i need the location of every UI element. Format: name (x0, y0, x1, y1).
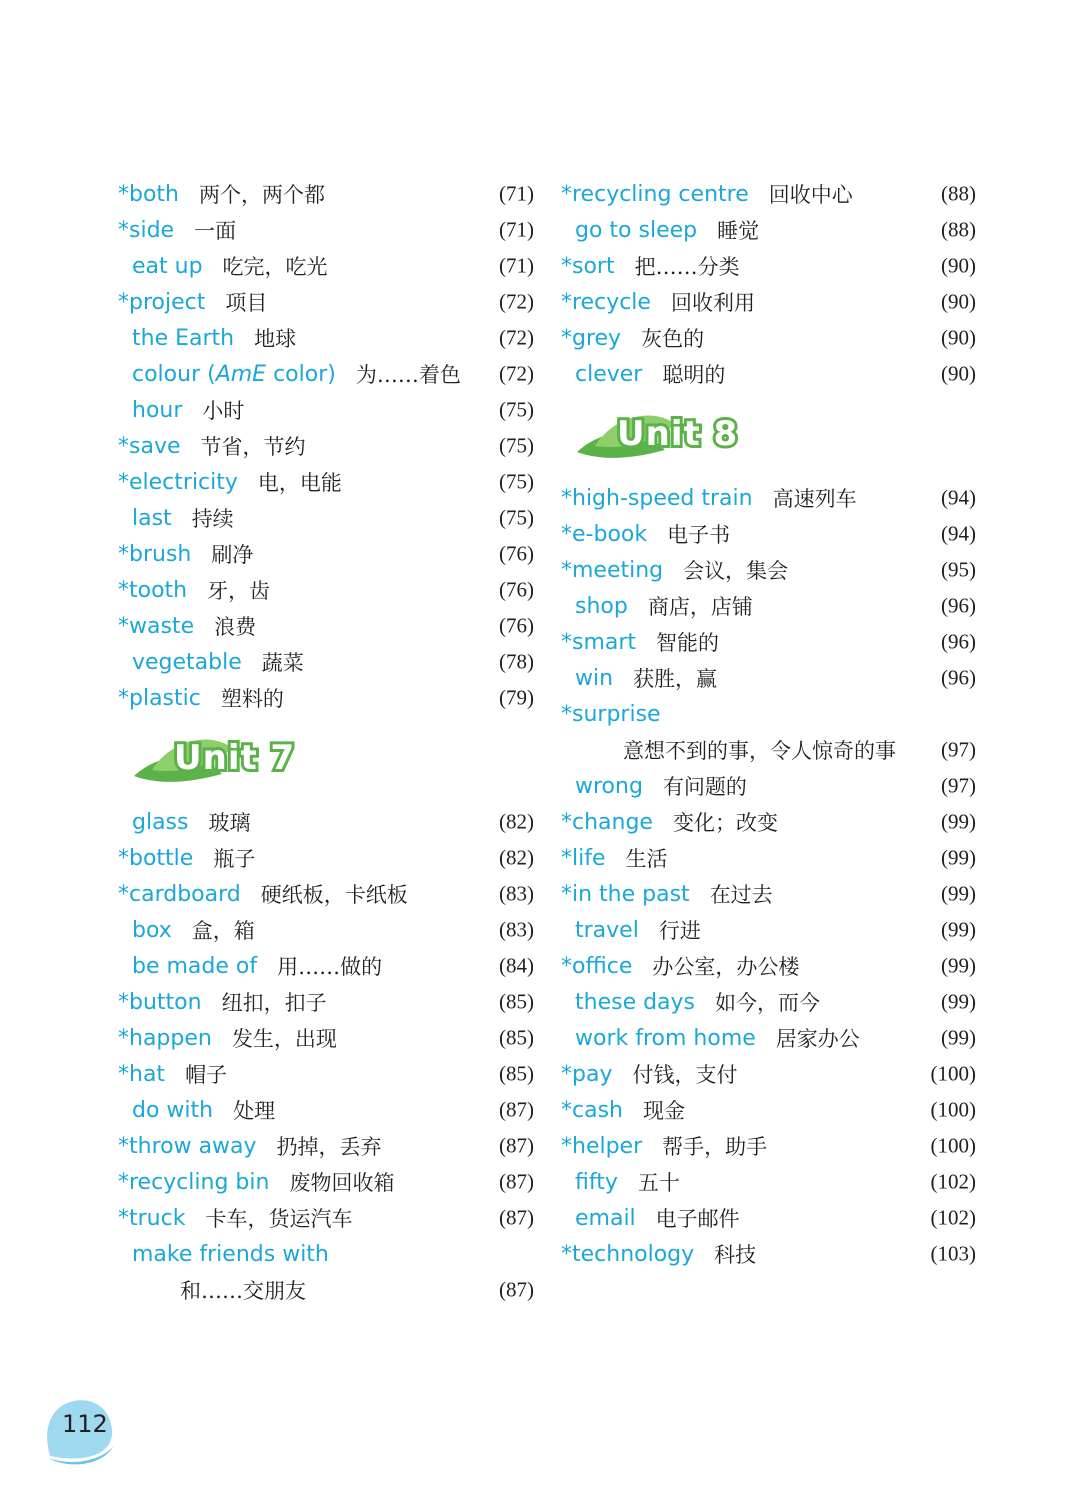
vocab-entry (118, 680, 534, 716)
entry-word: vegetable (132, 649, 242, 675)
vocab-entry (561, 696, 976, 732)
entry-word: *both (118, 181, 179, 207)
entry-word: *technology (561, 1241, 695, 1267)
entry-word: be made of (132, 953, 258, 979)
unit-8-label: Unit 8 (617, 414, 739, 454)
entry-word: email (575, 1205, 636, 1231)
entry-page-ref: (72) (499, 361, 534, 386)
entry-meaning: 五十 (637, 1171, 680, 1195)
entry-meaning: 商店，店铺 (647, 595, 753, 619)
left-column (118, 176, 534, 1308)
vocab-entry (561, 768, 976, 804)
entry-word: *electricity (118, 469, 238, 495)
entry-meaning: 盒，箱 (191, 919, 255, 943)
entry-meaning: 两个，两个都 (199, 183, 325, 207)
vocab-entry (561, 912, 976, 948)
entry-meaning: 现金 (642, 1099, 685, 1123)
entry-word: *brush (118, 541, 192, 567)
entry-word: *side (118, 217, 175, 243)
entry-word: fifty (575, 1169, 618, 1195)
entry-word: travel (575, 917, 639, 943)
vocab-list-unit8 (561, 480, 976, 1272)
vocab-entry (118, 572, 534, 608)
entry-meaning: 牙，齿 (207, 579, 271, 603)
entry-page-ref: (100) (930, 1097, 976, 1122)
entry-meaning: 电子书 (667, 523, 731, 547)
vocab-entry (118, 876, 534, 912)
entry-word: *meeting (561, 557, 664, 583)
entry-word: go to sleep (575, 217, 698, 243)
entry-word: *save (118, 433, 181, 459)
unit-7-label: Unit 7 (174, 738, 296, 778)
page-number-tab (40, 1396, 120, 1466)
entry-meaning: 节省，节约 (200, 435, 306, 459)
entry-meaning: 纽扣，扣子 (221, 991, 327, 1015)
entry-meaning: 科技 (714, 1243, 757, 1267)
vocab-entry (118, 804, 534, 840)
entry-word: make friends with (132, 1241, 329, 1267)
vocab-entry (561, 212, 976, 248)
entry-meaning: 获胜，赢 (633, 667, 718, 691)
entry-page-ref: (72) (499, 325, 534, 350)
entry-word: *button (118, 989, 202, 1015)
entry-page-ref: (87) (499, 1133, 534, 1158)
entry-word: last (132, 505, 172, 531)
entry-word: *hat (118, 1061, 166, 1087)
entry-page-ref: (95) (941, 557, 976, 582)
vocab-entry (118, 248, 534, 284)
entry-word: *e-book (561, 521, 648, 547)
vocab-entry (118, 320, 534, 356)
entry-page-ref: (85) (499, 989, 534, 1014)
entry-meaning: 地球 (254, 327, 297, 351)
entry-meaning: 吃完，吃光 (222, 255, 328, 279)
vocab-entry (561, 176, 976, 212)
entry-word: *life (561, 845, 606, 871)
vocab-entry (118, 500, 534, 536)
entry-page-ref: (87) (499, 1205, 534, 1230)
entry-page-ref: (90) (941, 253, 976, 278)
entry-meaning: 扔掉，丢弃 (276, 1135, 382, 1159)
entry-word: eat up (132, 253, 203, 279)
entry-word: *sort (561, 253, 615, 279)
entry-meaning: 刷净 (211, 543, 254, 567)
entry-page-ref: (87) (499, 1169, 534, 1194)
entry-meaning: 回收利用 (670, 291, 755, 315)
vocab-entry (561, 1056, 976, 1092)
entry-word: *pay (561, 1061, 613, 1087)
vocab-entry (118, 464, 534, 500)
entry-page-ref: (82) (499, 809, 534, 834)
entry-page-ref: (82) (499, 845, 534, 870)
vocab-entry (118, 536, 534, 572)
entry-word: *recycling centre (561, 181, 749, 207)
entry-page-ref: (99) (941, 917, 976, 942)
entry-meaning: 卡车，货运汽车 (205, 1207, 353, 1231)
vocab-entry (561, 1236, 976, 1272)
vocab-entry (561, 284, 976, 320)
entry-word: *bottle (118, 845, 194, 871)
entry-page-ref: (71) (499, 181, 534, 206)
entry-meaning: 和……交朋友 (180, 1279, 306, 1303)
entry-word: colour (AmE color) (132, 361, 336, 387)
entry-word: these days (575, 989, 696, 1015)
vocab-entry (118, 1128, 534, 1164)
entry-page-ref: (78) (499, 649, 534, 674)
unit-7-heading (118, 730, 534, 804)
entry-meaning: 聪明的 (662, 363, 726, 387)
entry-page-ref: (99) (941, 989, 976, 1014)
vocab-entry (118, 1056, 534, 1092)
entry-meaning: 付钱，支付 (632, 1063, 738, 1087)
entry-page-ref: (71) (499, 253, 534, 278)
entry-page-ref: (85) (499, 1061, 534, 1086)
entry-word: do with (132, 1097, 214, 1123)
entry-meaning: 项目 (225, 291, 268, 315)
entry-page-ref: (76) (499, 577, 534, 602)
entry-page-ref: (97) (941, 737, 976, 762)
entry-meaning: 浪费 (214, 615, 257, 639)
entry-page-ref: (71) (499, 217, 534, 242)
entry-word: the Earth (132, 325, 235, 351)
right-column (561, 176, 976, 1272)
entry-word: *project (118, 289, 206, 315)
entry-meaning: 瓶子 (213, 847, 256, 871)
entry-meaning: 生活 (625, 847, 668, 871)
entry-word: *helper (561, 1133, 643, 1159)
vocab-entry (118, 392, 534, 428)
entry-page-ref: (88) (941, 217, 976, 242)
entry-page-ref: (75) (499, 433, 534, 458)
entry-page-ref: (87) (499, 1277, 534, 1302)
entry-word: hour (132, 397, 183, 423)
vocab-entry (561, 660, 976, 696)
entry-word: clever (575, 361, 643, 387)
vocab-list-unit6 (118, 176, 534, 716)
entry-word: glass (132, 809, 189, 835)
entry-meaning: 发生，出现 (231, 1027, 337, 1051)
entry-word: *throw away (118, 1133, 257, 1159)
entry-word: *smart (561, 629, 637, 655)
vocab-entry (561, 804, 976, 840)
vocab-entry (118, 356, 534, 392)
entry-page-ref: (103) (930, 1241, 976, 1266)
entry-page-ref: (100) (930, 1061, 976, 1086)
vocab-entry (118, 840, 534, 876)
entry-meaning: 帽子 (185, 1063, 228, 1087)
entry-word: shop (575, 593, 628, 619)
entry-meaning: 睡觉 (717, 219, 760, 243)
entry-page-ref: (102) (930, 1205, 976, 1230)
entry-meaning: 办公室，办公楼 (652, 955, 800, 979)
entry-page-ref: (75) (499, 397, 534, 422)
vocab-entry (561, 356, 976, 392)
entry-meaning: 用……做的 (277, 955, 383, 979)
entry-page-ref: (96) (941, 593, 976, 618)
entry-meaning: 蔬菜 (261, 651, 304, 675)
entry-meaning: 意想不到的事，令人惊奇的事 (623, 739, 896, 763)
vocab-entry (561, 1128, 976, 1164)
entry-page-ref: (99) (941, 809, 976, 834)
vocab-entry (561, 984, 976, 1020)
vocab-entry (561, 624, 976, 660)
entry-meaning: 玻璃 (208, 811, 251, 835)
vocab-entry (118, 428, 534, 464)
entry-meaning: 智能的 (656, 631, 720, 655)
entry-page-ref: (85) (499, 1025, 534, 1050)
entry-word: *recycling bin (118, 1169, 270, 1195)
vocab-entry (561, 516, 976, 552)
entry-meaning: 为……着色 (355, 363, 461, 387)
entry-page-ref: (87) (499, 1097, 534, 1122)
entry-word: *cardboard (118, 881, 241, 907)
vocab-entry (118, 948, 534, 984)
vocab-entry (561, 948, 976, 984)
entry-word: *plastic (118, 685, 201, 711)
vocab-entry (118, 1020, 534, 1056)
entry-word: *surprise (561, 701, 661, 727)
entry-meaning: 电，电能 (257, 471, 342, 495)
vocab-entry (561, 732, 976, 768)
entry-page-ref: (79) (499, 685, 534, 710)
entry-page-ref: (102) (930, 1169, 976, 1194)
vocab-entry (561, 1092, 976, 1128)
entry-page-ref: (84) (499, 953, 534, 978)
vocab-list-unit7 (118, 804, 534, 1308)
entry-page-ref: (90) (941, 289, 976, 314)
vocab-entry (561, 552, 976, 588)
entry-meaning: 塑料的 (220, 687, 284, 711)
vocab-entry (561, 840, 976, 876)
vocab-entry (118, 984, 534, 1020)
entry-meaning: 灰色的 (641, 327, 705, 351)
entry-meaning: 帮手，助手 (662, 1135, 768, 1159)
entry-meaning: 处理 (233, 1099, 276, 1123)
entry-page-ref: (97) (941, 773, 976, 798)
entry-meaning: 在过去 (709, 883, 773, 907)
entry-meaning: 小时 (202, 399, 245, 423)
vocab-entry (561, 1164, 976, 1200)
entry-page-ref: (76) (499, 613, 534, 638)
entry-page-ref: (83) (499, 917, 534, 942)
entry-word: *cash (561, 1097, 623, 1123)
entry-page-ref: (96) (941, 629, 976, 654)
entry-page-ref: (96) (941, 665, 976, 690)
entry-word: *office (561, 953, 633, 979)
entry-meaning: 如今，而今 (715, 991, 821, 1015)
entry-page-ref: (83) (499, 881, 534, 906)
unit-8-heading (561, 406, 976, 480)
vocab-entry (118, 912, 534, 948)
entry-page-ref: (94) (941, 521, 976, 546)
entry-meaning: 持续 (191, 507, 234, 531)
vocab-entry (118, 284, 534, 320)
vocab-entry (118, 1272, 534, 1308)
vocab-entry (561, 248, 976, 284)
entry-meaning: 把……分类 (634, 255, 740, 279)
entry-word: *happen (118, 1025, 212, 1051)
vocab-entry (118, 644, 534, 680)
entry-word: win (575, 665, 614, 691)
entry-page-ref: (90) (941, 325, 976, 350)
entry-page-ref: (99) (941, 1025, 976, 1050)
entry-meaning: 行进 (658, 919, 701, 943)
entry-word: *tooth (118, 577, 188, 603)
entry-word: *in the past (561, 881, 690, 907)
vocab-entry (561, 1020, 976, 1056)
entry-meaning: 硬纸板，卡纸板 (260, 883, 408, 907)
vocab-entry (118, 1164, 534, 1200)
entry-meaning: 变化；改变 (672, 811, 778, 835)
entry-page-ref: (75) (499, 505, 534, 530)
entry-meaning: 电子邮件 (655, 1207, 740, 1231)
entry-word: box (132, 917, 172, 943)
entry-meaning: 废物回收箱 (289, 1171, 395, 1195)
vocab-entry (118, 1092, 534, 1128)
entry-word: work from home (575, 1025, 756, 1051)
entry-meaning: 会议，集会 (683, 559, 789, 583)
page-number: 112 (62, 1410, 108, 1438)
vocab-entry (118, 1200, 534, 1236)
entry-meaning: 回收中心 (768, 183, 853, 207)
vocab-entry (118, 176, 534, 212)
entry-meaning: 一面 (194, 219, 237, 243)
entry-page-ref: (99) (941, 881, 976, 906)
entry-word: *recycle (561, 289, 651, 315)
entry-word: *high-speed train (561, 485, 753, 511)
vocab-entry (561, 1200, 976, 1236)
vocab-entry (118, 212, 534, 248)
entry-meaning: 有问题的 (662, 775, 747, 799)
entry-word: *grey (561, 325, 622, 351)
vocab-entry (118, 1236, 534, 1272)
entry-meaning: 高速列车 (772, 487, 857, 511)
vocab-entry (561, 320, 976, 356)
entry-meaning: 居家办公 (775, 1027, 860, 1051)
vocab-list-unit7-cont (561, 176, 976, 392)
entry-page-ref: (99) (941, 953, 976, 978)
entry-page-ref: (75) (499, 469, 534, 494)
vocab-entry (561, 480, 976, 516)
vocab-entry (561, 588, 976, 624)
entry-page-ref: (99) (941, 845, 976, 870)
entry-page-ref: (72) (499, 289, 534, 314)
vocab-entry (561, 876, 976, 912)
vocab-entry (118, 608, 534, 644)
entry-page-ref: (76) (499, 541, 534, 566)
entry-word: wrong (575, 773, 643, 799)
entry-page-ref: (90) (941, 361, 976, 386)
entry-word: *waste (118, 613, 195, 639)
entry-word: *change (561, 809, 653, 835)
entry-page-ref: (88) (941, 181, 976, 206)
entry-page-ref: (94) (941, 485, 976, 510)
entry-page-ref: (100) (930, 1133, 976, 1158)
entry-word: *truck (118, 1205, 186, 1231)
